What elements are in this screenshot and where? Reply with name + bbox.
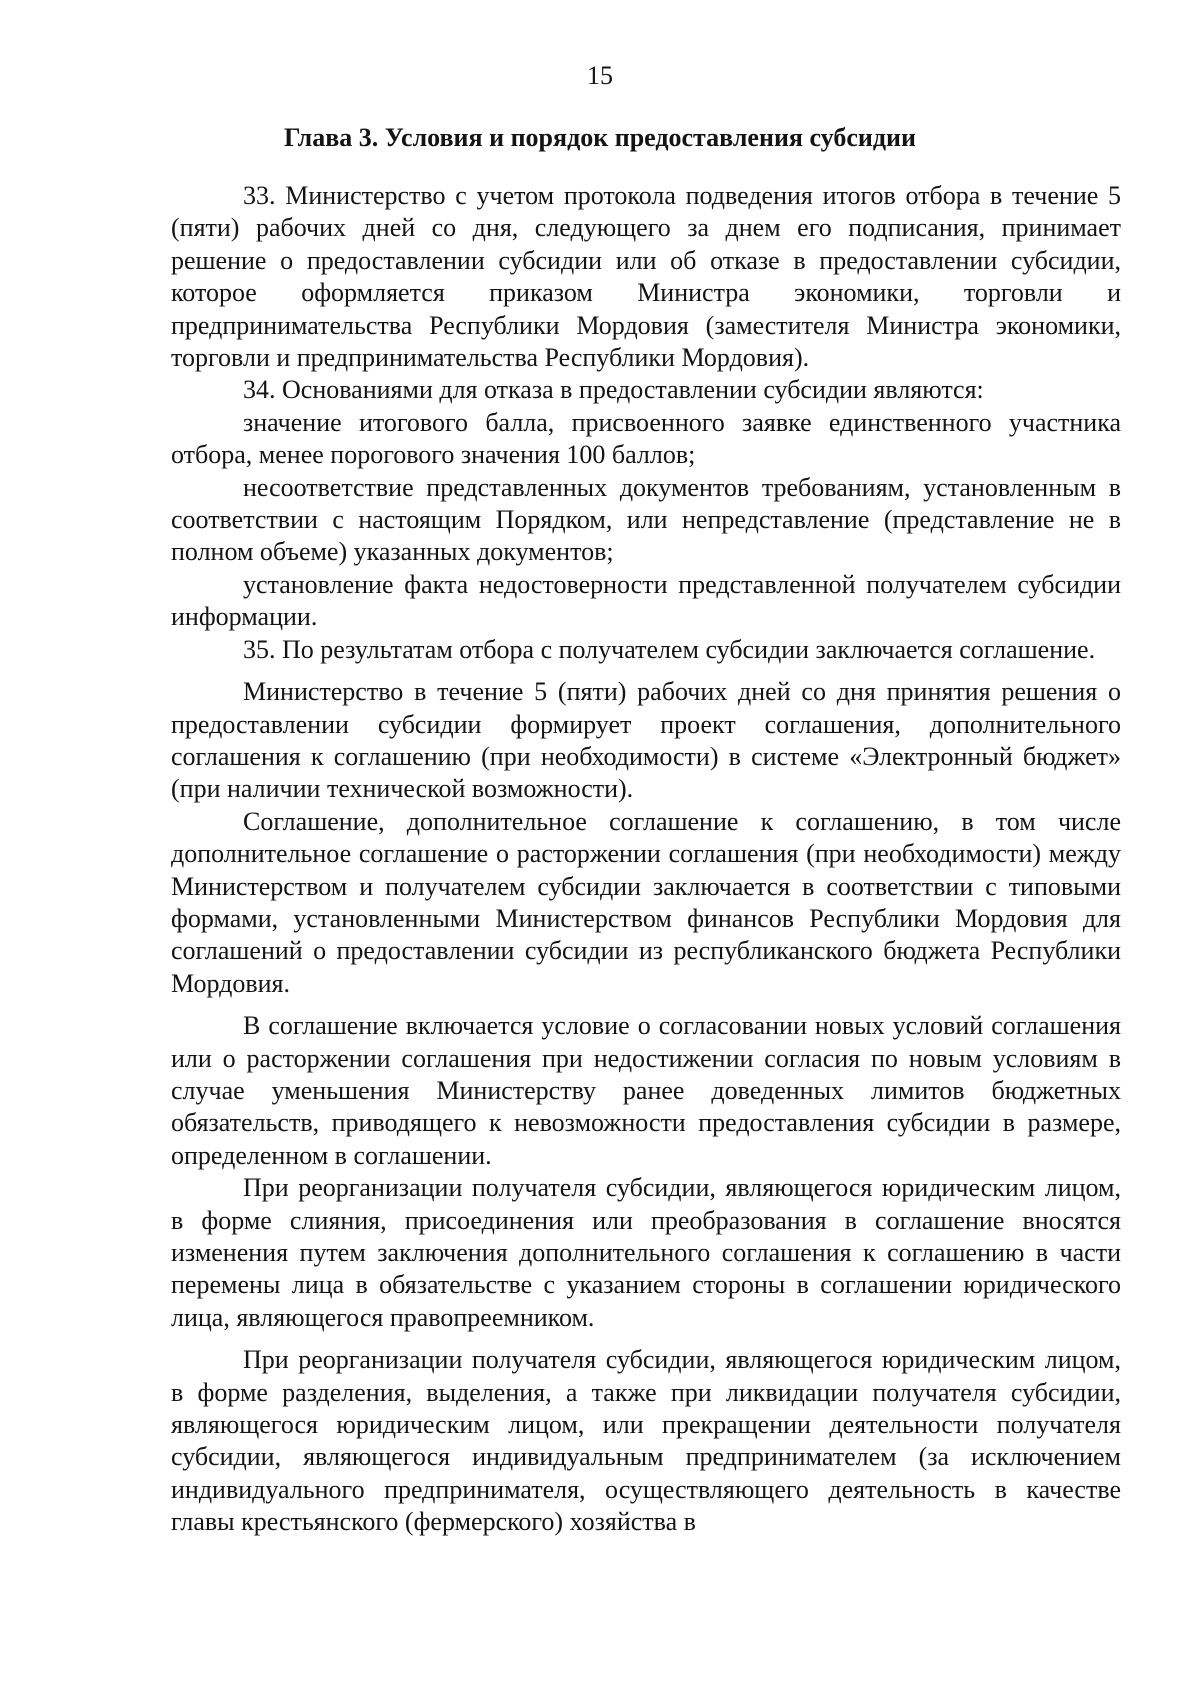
paragraph-35: 35. По результатам отбора с получателем субсидии заключается соглашение. [243,634,1096,664]
paragraph-35-part-3: Соглашение, дополнительное соглашение к соглашению, в том числе дополнительное соглашение о расторжении соглашения (при необходимости) между Министерством и получателем субсидии заключается в соответствии с типовыми формами, установленными Министерством финансов Республики Мордовия для соглашений о предоставлении субсидии из республиканского бюджета Республики Мордовия. [171,806,1121,998]
paragraph-35-part-4: В соглашение включается условие о согласовании новых условий соглашения или о расторжении соглашения при недостижении согласия по новым условиям в случае уменьшения Министерству ранее доведенных лимитов бюджетных обязательств, приводящего к невозможности предоставления субсидии в размере, определенном в соглашении. [171,1011,1121,1170]
page-number: 15 [587,61,613,90]
paragraph-35-part-5: При реорганизации получателя субсидии, являющегося юридическим лицом, в форме слияния, присоединения или преобразования в соглашение вносятся изменения путем заключения дополнительного соглашения к соглашению в части перемены лица в обязательстве с указанием стороны в соглашении юридического лица, являющегося правопреемником. [171,1173,1121,1332]
paragraph-34: 34. Основаниями для отказа в предоставлении субсидии являются: [243,375,984,405]
chapter-title: Глава 3. Условия и порядок предоставления субсидии [284,123,916,152]
document-body [171,180,1121,1539]
paragraph-33: 33. Министерство с учетом протокола подведения итогов отбора в течение 5 (пяти) рабочих дней со дня, следующего за днем его подписания, принимает решение о предоставлении субсидии или об отказе в предоставлении субсидии, которое оформляется приказом Министра экономики, торговли и предпринимательства Республики Мордовия (заместителя Министра экономики, торговли и предпринимательства Республики Мордовия). [171,181,1121,373]
paragraph-34-item-3: установление факта недостоверности представленной получателем субсидии информации. [171,569,1121,632]
paragraph-34-item-1: значение итогового балла, присвоенного заявке единственного участника отбора, менее порогового значения 100 баллов; [171,407,1121,470]
paragraph-35-part-6: При реорганизации получателя субсидии, являющегося юридическим лицом, в форме разделения, выделения, а также при ликвидации получателя субсидии, являющегося юридическим лицом, или прекращении деятельности получателя субсидии, являющегося индивидуальным предпринимателем (за исключением индивидуального предпринимателя, осуществляющего деятельность в качестве главы крестьянского (фермерского) хозяйства в [171,1345,1121,1537]
paragraph-35-part-2: Министерство в течение 5 (пяти) рабочих дней со дня принятия решения о предоставлении субсидии формирует проект соглашения, дополнительного соглашения к соглашению (при необходимости) в системе «Электронный бюджет» (при наличии технической возможности). [171,677,1121,804]
paragraph-34-item-2: несоответствие представленных документов требованиям, установленным в соответствии с настоящим Порядком, или непредставление (представление не в полном объеме) указанных документов; [171,472,1121,567]
